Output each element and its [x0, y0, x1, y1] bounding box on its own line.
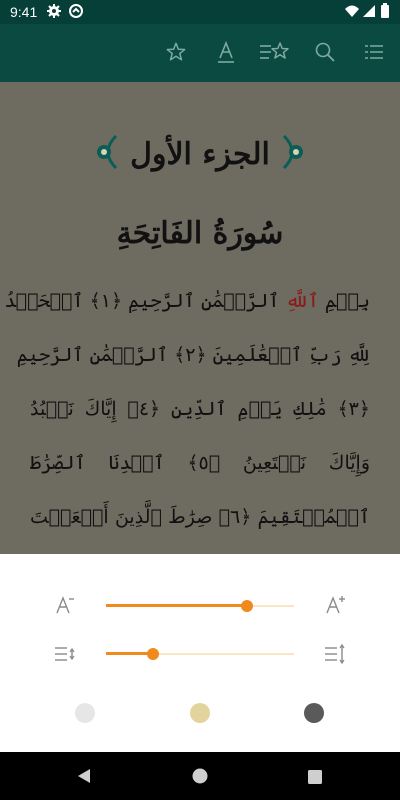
verse-text-divine-name: ٱللَّهِ — [285, 290, 319, 312]
sepia-theme-swatch[interactable] — [190, 703, 210, 723]
battery-icon — [380, 3, 390, 23]
slider-fill — [106, 652, 153, 655]
font-size-increase-icon[interactable] — [324, 594, 346, 616]
verse-text: بِسۡمِ — [324, 290, 370, 312]
line-spacing-large-icon[interactable] — [324, 643, 346, 665]
slider-thumb[interactable] — [147, 648, 159, 660]
status-bar — [0, 0, 400, 24]
light-theme-swatch[interactable] — [75, 703, 95, 723]
ornament-left-icon — [94, 134, 120, 178]
font-size-decrease-icon[interactable] — [54, 594, 76, 616]
slider-thumb[interactable] — [241, 600, 253, 612]
search-icon[interactable] — [307, 34, 343, 70]
settings-gear-icon — [46, 3, 62, 23]
bookmarks-list-icon[interactable] — [256, 34, 292, 70]
verse-text: ٱلۡمُسۡتَقِيمَ ﴿٦﴾ صِرَٰطَ ٱلَّذِينَ أَنۡعَمۡتَ — [30, 506, 370, 528]
verse-line — [30, 452, 370, 474]
verse-text: وَإِيَّاكَ نَسۡتَعِينُ ﴿٥﴾ ٱهۡدِنَا ٱلصِّرَٰطَ — [30, 452, 370, 474]
data-saver-icon — [68, 3, 84, 23]
system-navigation-bar — [0, 752, 400, 800]
verse-line — [30, 506, 370, 528]
ornament-right-icon — [280, 134, 306, 178]
dark-theme-swatch[interactable] — [304, 703, 324, 723]
reader-toolbar — [0, 24, 400, 82]
verse-line — [16, 344, 370, 366]
verse-text: ٱلرَّحۡمَٰنِ ٱلرَّحِيمِ ﴿١﴾ ٱلۡحَمۡدُ — [4, 290, 280, 312]
verse-text: ﴿٣﴾ مَٰلِكِ يَوۡمِ ٱلدِّينِ ﴿٤﴾ إِيَّاكَ نَعۡبُدُ — [30, 398, 371, 420]
line-spacing-small-icon[interactable] — [54, 643, 76, 665]
status-time: 9:41 — [10, 4, 38, 20]
verse-text: لِلَّهِ رَبِّ ٱلۡعَٰلَمِينَ ﴿٢﴾ ٱلرَّحۡمَٰنِ ٱلرَّحِيمِ — [16, 344, 370, 366]
quran-page[interactable] — [0, 82, 400, 554]
home-icon[interactable] — [192, 768, 208, 788]
surah-title: سُورَةُ الفَاتِحَةِ — [116, 216, 284, 251]
font-letter-icon[interactable] — [208, 34, 244, 70]
signal-icon — [362, 3, 376, 23]
star-outline-icon[interactable] — [158, 34, 194, 70]
back-icon[interactable] — [76, 768, 92, 788]
juz-title — [0, 134, 400, 178]
juz-title-text: الجزء الأول — [130, 137, 270, 172]
line-spacing-slider[interactable] — [106, 647, 294, 661]
slider-fill — [106, 604, 247, 607]
menu-list-icon[interactable] — [356, 34, 392, 70]
font-size-slider[interactable] — [106, 599, 294, 613]
wifi-icon — [344, 3, 360, 23]
verse-line — [30, 398, 370, 420]
verse-line — [4, 290, 370, 312]
recents-icon[interactable] — [308, 769, 322, 788]
